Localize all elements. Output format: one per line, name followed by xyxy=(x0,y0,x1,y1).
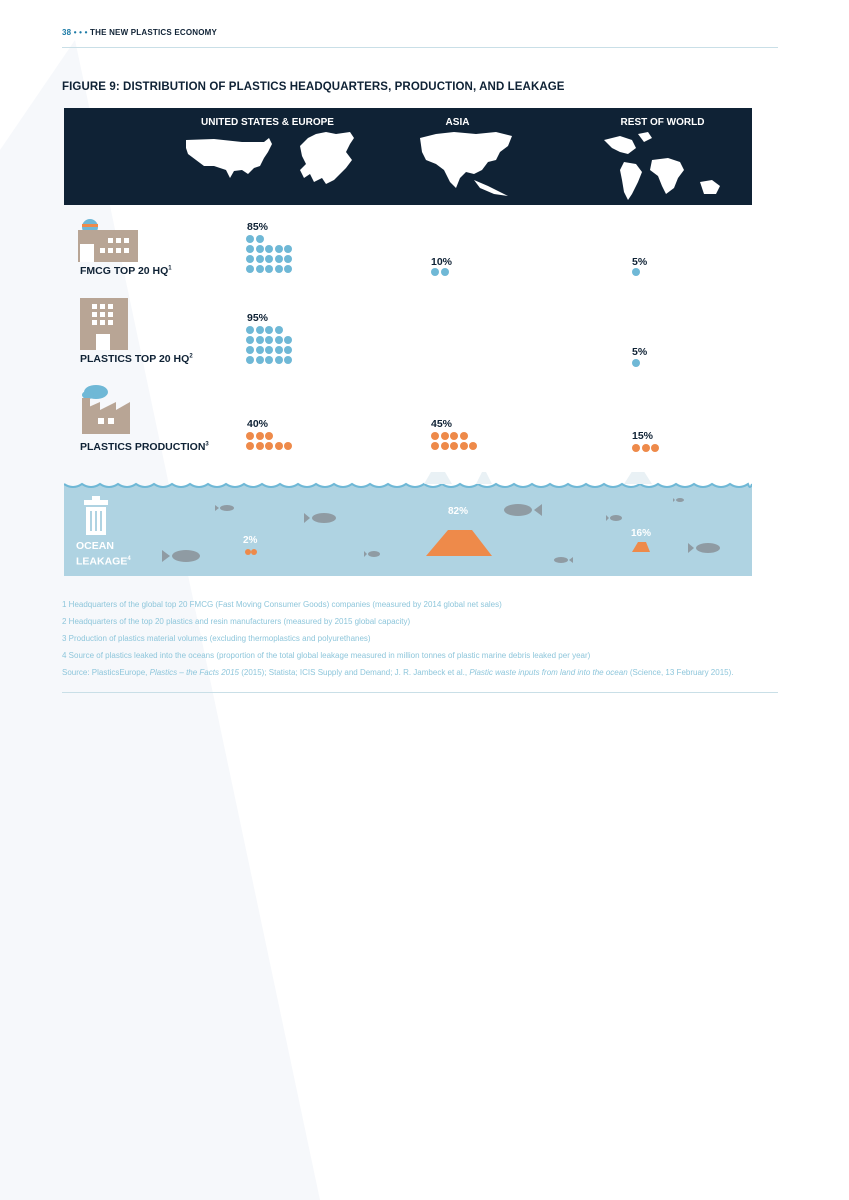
percentage-dot xyxy=(256,356,264,364)
percentage-dot xyxy=(246,336,254,344)
footnote-2: 2 Headquarters of the top 20 plastics and resin manufacturers (measured by 2015 global capacity) xyxy=(62,617,411,626)
africa-map-icon xyxy=(650,158,684,194)
region-us-europe: UNITED STATES & EUROPE xyxy=(201,117,334,128)
leakage-pct-asia: 82% xyxy=(448,506,469,517)
region-asia: ASIA xyxy=(445,117,470,128)
percentage-dot xyxy=(265,245,273,253)
pct-fmcg-asia: 10% xyxy=(431,256,453,268)
percentage-dot xyxy=(275,336,283,344)
dots-production-us-europe xyxy=(246,432,294,452)
world-maps xyxy=(64,108,752,205)
pct-production-us-europe: 40% xyxy=(247,418,269,430)
row-label-production: PLASTICS PRODUCTION$^3$ xyxy=(80,441,209,453)
percentage-dot xyxy=(246,265,254,273)
percentage-dot xyxy=(265,442,273,450)
page-number: 38 xyxy=(62,28,72,37)
footnote-4: 4 Source of plastics leaked into the oceans (proportion of the total global leakage measured in million tonnes of plastic marine debris leaked per year) xyxy=(62,651,591,660)
percentage-dot xyxy=(441,442,449,450)
percentage-dot xyxy=(632,268,640,276)
americas-map-icon xyxy=(604,136,636,154)
percentage-dot xyxy=(265,255,273,263)
percentage-dot xyxy=(256,326,264,334)
percentage-dot xyxy=(632,444,640,452)
percentage-dot xyxy=(284,346,292,354)
percentage-dot xyxy=(431,442,439,450)
percentage-dot xyxy=(441,432,449,440)
percentage-dot xyxy=(256,235,264,243)
percentage-dot xyxy=(275,356,283,364)
percentage-dot xyxy=(246,235,254,243)
leakage-pct-us-europe: 2% xyxy=(243,535,258,546)
percentage-dot xyxy=(256,265,264,273)
percentage-dot xyxy=(265,336,273,344)
header-rule xyxy=(62,47,778,48)
percentage-dot xyxy=(246,432,254,440)
percentage-dot xyxy=(275,326,283,334)
australia-map-icon xyxy=(700,180,720,194)
pct-fmcg-row: 5% xyxy=(632,256,648,268)
footnote-rule xyxy=(62,692,778,693)
percentage-dot xyxy=(642,444,650,452)
publication-title: THE NEW PLASTICS ECONOMY xyxy=(90,28,218,37)
percentage-dot xyxy=(284,442,292,450)
percentage-dot xyxy=(275,346,283,354)
percentage-dot xyxy=(632,359,640,367)
percentage-dot xyxy=(284,245,292,253)
percentage-dot xyxy=(246,442,254,450)
percentage-dot xyxy=(265,432,273,440)
percentage-dot xyxy=(246,255,254,263)
ocean-leakage-label: OCEAN LEAKAGE$^4$ xyxy=(76,540,131,568)
footnote-1: 1 Headquarters of the global top 20 FMCG (Fast Moving Consumer Goods) companies (measured by 2014 global net sales) xyxy=(62,600,502,609)
percentage-dot xyxy=(256,245,264,253)
pct-plastics-hq-row: 5% xyxy=(632,346,648,358)
percentage-dot xyxy=(246,245,254,253)
percentage-dot xyxy=(246,346,254,354)
building-icon xyxy=(76,218,140,264)
percentage-dot xyxy=(431,268,439,276)
region-rest-of-world: REST OF WORLD xyxy=(620,117,705,128)
ocean-band xyxy=(64,472,752,576)
dots-production-asia xyxy=(431,432,479,452)
percentage-dot xyxy=(256,255,264,263)
percentage-dot xyxy=(246,326,254,334)
pct-fmcg-us-europe: 85% xyxy=(247,221,269,233)
percentage-dot xyxy=(275,442,283,450)
office-tower-icon xyxy=(78,296,130,350)
footnote-3: 3 Production of plastics material volumes (excluding thermoplastics and polyurethanes) xyxy=(62,634,371,643)
percentage-dot xyxy=(275,265,283,273)
europe-map-icon xyxy=(300,132,354,184)
running-header xyxy=(62,28,217,37)
dots-fmcg-row xyxy=(632,268,642,278)
percentage-dot xyxy=(284,255,292,263)
percentage-dot xyxy=(256,346,264,354)
figure-title: FIGURE 9: DISTRIBUTION OF PLASTICS HEADQUARTERS, PRODUCTION, AND LEAKAGE xyxy=(62,81,565,93)
percentage-dot xyxy=(450,442,458,450)
factory-icon xyxy=(78,380,134,436)
percentage-dot xyxy=(265,326,273,334)
percentage-dot xyxy=(431,432,439,440)
percentage-dot xyxy=(284,336,292,344)
percentage-dot xyxy=(441,268,449,276)
dots-fmcg-us-europe xyxy=(246,235,294,275)
leakage-pct-row: 16% xyxy=(631,528,652,539)
source-note: Source: PlasticsEurope, Plastics – the Facts 2015 (2015); Statista; ICIS Supply and Demand; J. R. Jambeck et al., Plastic waste inputs from land into the ocean (Science, 13 February 2015). xyxy=(62,668,734,677)
percentage-dot xyxy=(284,265,292,273)
percentage-dot xyxy=(284,356,292,364)
dots-production-row xyxy=(632,444,661,454)
row-label-fmcg: FMCG TOP 20 $HQ^1$ xyxy=(80,265,172,277)
dots-plastics-hq-row xyxy=(632,359,642,369)
dots-fmcg-asia xyxy=(431,268,450,278)
dots-plastics-hq-us-europe xyxy=(246,326,294,366)
percentage-dot xyxy=(265,265,273,273)
percentage-dot xyxy=(265,346,273,354)
percentage-dot xyxy=(460,432,468,440)
percentage-dot xyxy=(246,356,254,364)
percentage-dot xyxy=(265,356,273,364)
percentage-dot xyxy=(256,432,264,440)
asia-map-icon xyxy=(420,132,512,188)
percentage-dot xyxy=(450,432,458,440)
row-label-plastics-hq: PLASTICS TOP 20 $HQ^2$ xyxy=(80,353,193,365)
percentage-dot xyxy=(256,336,264,344)
percentage-dot xyxy=(651,444,659,452)
leakage-pile-us-europe xyxy=(245,549,251,555)
trash-bin-icon xyxy=(84,496,108,535)
percentage-dot xyxy=(275,245,283,253)
usa-map-icon xyxy=(186,138,272,178)
header-separator: • • • xyxy=(73,28,88,37)
pct-plastics-hq-us-europe: 95% xyxy=(247,312,269,324)
percentage-dot xyxy=(256,442,264,450)
percentage-dot xyxy=(469,442,477,450)
pct-production-asia: 45% xyxy=(431,418,453,430)
pct-production-row: 15% xyxy=(632,430,654,442)
percentage-dot xyxy=(275,255,283,263)
percentage-dot xyxy=(460,442,468,450)
